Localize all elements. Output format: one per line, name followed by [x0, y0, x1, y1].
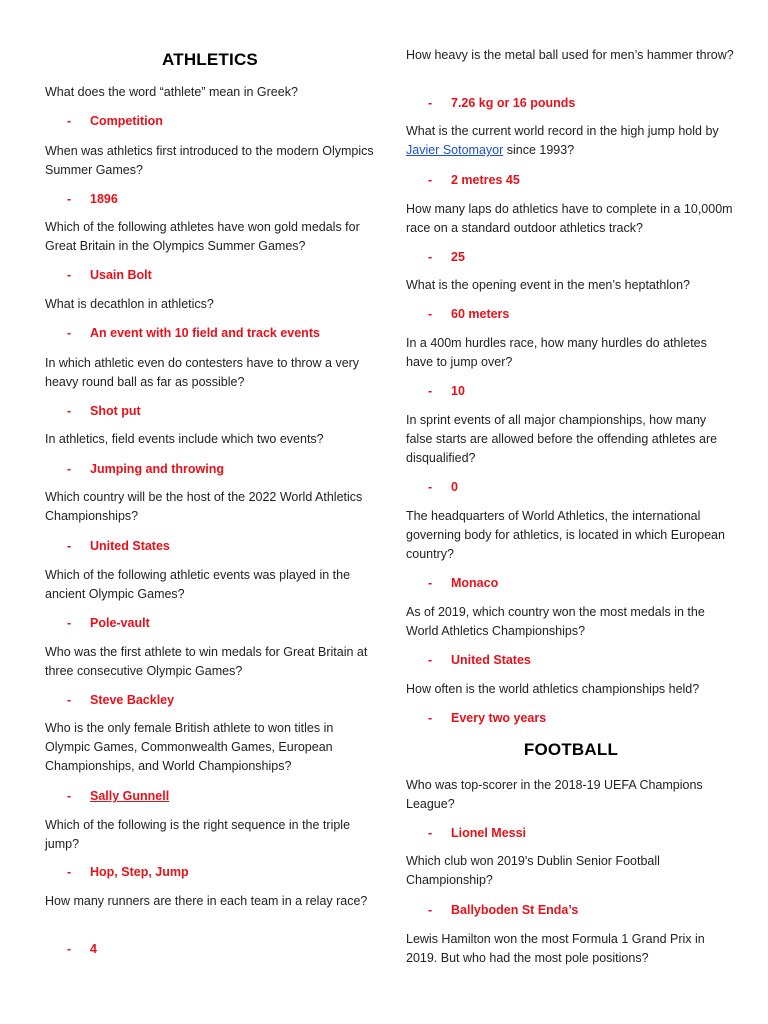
answer-text: - United States	[67, 539, 170, 553]
answer-text: - 10	[428, 384, 465, 398]
question-text: Who was the first athlete to win medals for Great Britain at three consecutive Olympic Games?	[45, 645, 368, 678]
question-text: In a 400m hurdles race, how many hurdles do athletes have to jump over?	[406, 336, 707, 369]
answer-text: - 2 metres 45	[428, 173, 520, 187]
question-text: Which country will be the host of the 2022 World Athletics Championships?	[45, 490, 363, 523]
question-text: Who was top-scorer in the 2018-19 UEFA Champions League?	[406, 778, 703, 811]
answer-text: - Every two years	[428, 711, 547, 725]
answer-text: - 1896	[67, 192, 118, 206]
question-text: How often is the world athletics championships held?	[406, 682, 700, 696]
question-text: In athletics, field events include which two events?	[45, 432, 324, 446]
section-heading-football: FOOTBALL	[523, 740, 619, 759]
section-heading-athletics: ATHLETICS	[162, 50, 258, 69]
answer-text: - 4	[67, 942, 97, 956]
question-text: What does the word “athlete” mean in Greek?	[45, 85, 298, 99]
question-text: How many laps do athletics have to complete in a 10,000m race on a standard outdoor athletics track?	[406, 202, 733, 235]
answer-text: - 60 meters	[428, 307, 510, 321]
answer-text: - Shot put	[67, 404, 141, 418]
question-text: When was athletics first introduced to the modern Olympics Summer Games?	[45, 144, 374, 177]
answer-text: - Sally Gunnell	[67, 789, 170, 803]
question-text: Which of the following athletic events was played in the ancient Olympic Games?	[45, 568, 351, 601]
answer-text: - Hop, Step, Jump	[67, 865, 189, 879]
answer-text: - 0	[428, 480, 458, 494]
answer-text: - Steve Backley	[67, 693, 175, 707]
question-text: Which of the following is the right sequence in the triple jump?	[45, 818, 351, 851]
question-text: Which club won 2019's Dublin Senior Football Championship?	[406, 854, 660, 887]
question-text: What is decathlon in athletics?	[45, 297, 214, 311]
answer-text: - 25	[428, 250, 465, 264]
question-text: As of 2019, which country won the most medals in the World Athletics Championships?	[406, 605, 705, 638]
answer-text: - Ballyboden St Enda’s	[428, 903, 579, 917]
question-text: Lewis Hamilton won the most Formula 1 Grand Prix in 2019. But who had the most pole positions?	[406, 932, 705, 965]
answer-text: - Jumping and throwing	[67, 462, 225, 476]
question-text: What is the current world record in the high jump hold by Javier Sotomayor since 1993?	[406, 124, 719, 157]
answer-text: - An event with 10 field and track events	[67, 326, 320, 340]
javier-sotomayor-link[interactable]: Javier Sotomayor	[406, 143, 504, 157]
question-text: Who is the only female British athlete to won titles in Olympic Games, Commonwealth Games, European Championships, and World Championships?	[45, 721, 334, 773]
question-text: What is the opening event in the men’s heptathlon?	[406, 278, 690, 292]
question-text: The headquarters of World Athletics, the international governing body for athletics, is located in which European country?	[406, 509, 725, 561]
answer-text: - Competition	[67, 114, 163, 128]
question-text: In sprint events of all major championships, how many false starts are allowed before the offending athletes are disqualified?	[406, 413, 718, 465]
answer-text: - Pole-vault	[67, 616, 150, 630]
answer-text: - Lionel Messi	[428, 826, 527, 840]
question-text: Which of the following athletes have won gold medals for Great Britain in the Olympics Summer Games?	[45, 220, 360, 253]
question-text: How many runners are there in each team in a relay race?	[45, 894, 368, 908]
answer-text: - United States	[428, 653, 531, 667]
answer-text: - Usain Bolt	[67, 268, 152, 282]
question-text: How heavy is the metal ball used for men’s hammer throw?	[406, 48, 734, 62]
answer-text: - 7.26 kg or 16 pounds	[428, 96, 576, 110]
question-text: In which athletic even do contesters have to throw a very heavy round ball as far as possible?	[45, 356, 360, 389]
answer-text: - Monaco	[428, 576, 499, 590]
